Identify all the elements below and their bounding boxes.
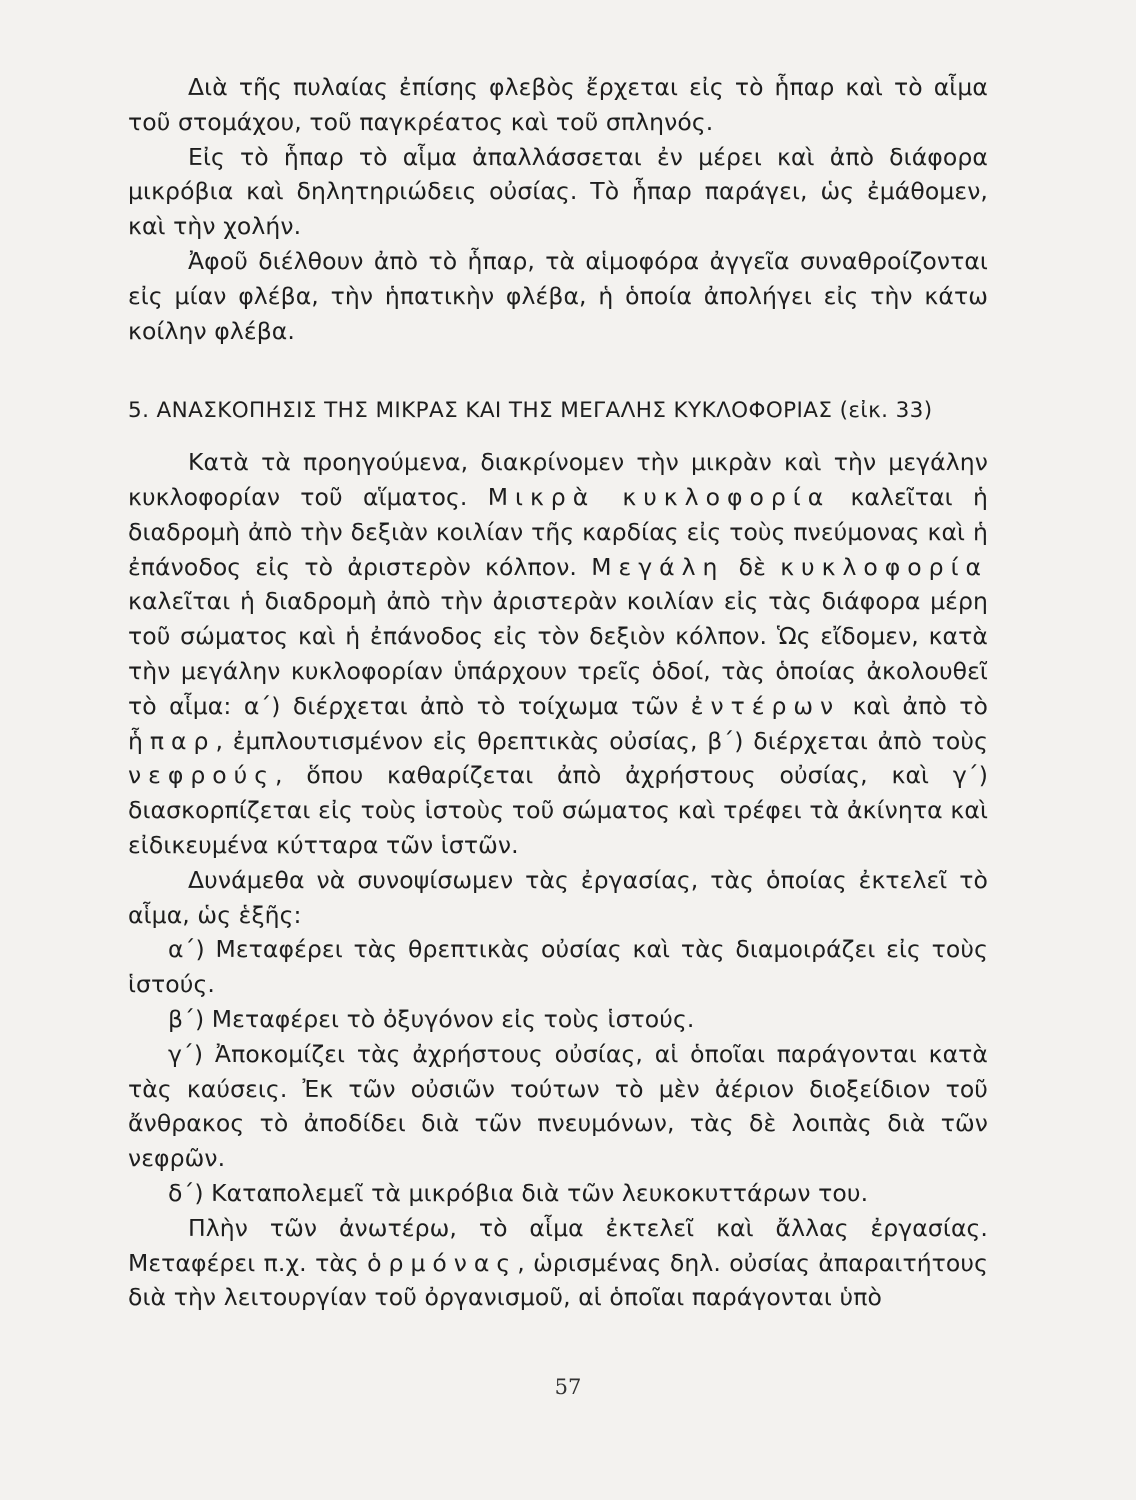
page-number: 57 — [554, 1375, 582, 1399]
text-run: καλεῖται ἡ διαδρομὴ ἀπὸ τὴν δεξιὰν κοιλίαν τῆς καρδίας εἰς τοὺς πνεύμονας καὶ ἡ ἐπάνοδος εἰς τὸ ἀριστερὸν κόλπον. — [128, 482, 988, 581]
text-run: δὲ — [724, 552, 781, 581]
term-liver: ἧπαρ — [128, 726, 216, 755]
term-large: Μεγάλη — [591, 552, 725, 581]
function-item: δ΄) Καταπολεμεῖ τὰ μικρόβια διὰ τῶν λευκοκυττάρων του. — [168, 1178, 869, 1207]
section-heading: 5. ΑΝΑΣΚΟΠΗΣΙΣ ΤΗΣ ΜΙΚΡΑΣ ΚΑΙ ΤΗΣ ΜΕΓΑΛΗΣ ΚΥΚΛΟΦΟΡΙΑΣ (εἰκ. 33) — [128, 398, 933, 424]
function-item: β΄) Μεταφέρει τὸ ὀξυγόνον εἰς τοὺς ἱστούς. — [168, 1004, 695, 1033]
paragraph-portal-vein: Διὰ τῆς πυλαίας ἐπίσης φλεβὸς ἔρχεται εἰς τὸ ἧπαρ καὶ τὸ αἷμα τοῦ στομάχου, τοῦ παγκρέατος καὶ τοῦ σπληνός. — [128, 73, 988, 136]
text-run: καλεῖται ἡ διαδρομὴ ἀπὸ τὴν ἀριστερὰν κοιλίαν εἰς τὰς διάφορα μέρη τοῦ σώματος καὶ ἡ ἐπάνοδος εἰς τὸν δεξιὸν κόλπον. Ὡς εἴδομεν, κατὰ τὴν μεγάλην κυκλοφορίαν ὑπάρχουν τρεῖς ὁδοί, τὰς ὁποίας ἀκολουθεῖ τὸ αἷμα: α΄) διέρχεται ἀπὸ τὸ τοίχωμα τῶν — [128, 587, 988, 720]
page-body-text — [128, 70, 988, 1315]
term-hormones: ὁρμόνας — [367, 1248, 518, 1277]
text-run: , ὡρισμένας δηλ. οὐσίας ἀπαραιτήτους διὰ τὴν λειτουργίαν τοῦ ὀργανισμοῦ, αἱ ὁποῖαι παράγονται ὑπὸ — [128, 1248, 989, 1312]
paragraph-functions-intro: Δυνάμεθα νὰ συνοψίσωμεν τὰς ἐργασίας, τὰς ὁποίας ἐκτελεῖ τὸ αἷμα, ὡς ἑξῆς: — [128, 865, 988, 929]
function-item: α΄) Μεταφέρει τὰς θρεπτικὰς οὐσίας καὶ τὰς διαμοιράζει εἰς τοὺς ἱστούς. — [128, 935, 988, 999]
text-run: Κατὰ τὰ προηγούμενα, διακρίνομεν τὴν μικρὰν καὶ τὴν μεγάλην κυκλοφορίαν τοῦ αἵματος. — [128, 448, 988, 511]
text-run: καὶ ἀπὸ τὸ — [840, 691, 988, 720]
paragraph-liver-cleansing: Εἰς τὸ ἧπαρ τὸ αἷμα ἀπαλλάσσεται ἐν μέρει καὶ ἀπὸ διάφορα μικρόβια καὶ δηλητηριώδεις οὐσίας. Τὸ ἧπαρ παράγει, ὡς ἐμάθομεν, καὶ τὴν χολήν. — [128, 142, 988, 241]
paragraph-other-functions — [128, 1211, 988, 1315]
term-kidneys: νεφρούς — [128, 761, 276, 790]
paragraph-hepatic-vein: Ἀφοῦ διέλθουν ἀπὸ τὸ ἧπαρ, τὰ αἱμοφόρα ἀγγεῖα συναθροίζονται εἰς μίαν φλέβα, τὴν ἡπατικὴν φλέβα, ἡ ὁποία ἀπολήγει εἰς τὴν κάτω κοίλην φλέβα. — [128, 246, 988, 345]
term-circulation: κυκλοφορία — [780, 552, 989, 581]
text-run: , ἐμπλουτισμένον εἰς θρεπτικὰς οὐσίας, β΄) διέρχεται ἀπὸ τοὺς — [215, 726, 988, 755]
text-run: , ὅπου καθαρίζεται ἀπὸ ἀχρήστους οὐσίας, καὶ γ΄) διασκορπίζεται εἰς τοὺς ἱστοὺς τοῦ σώματος καὶ τρέφει τὰ ἀκίνητα καὶ εἰδικευμένα κύτταρα τῶν ἱστῶν. — [128, 761, 988, 859]
term-intestines: ἐντέρων — [690, 691, 841, 720]
term-small-circulation: Μικρὰ κυκλοφορία — [487, 482, 831, 511]
paragraph-circulation-overview — [128, 445, 988, 863]
text-run: Πλὴν τῶν ἀνωτέρω, τὸ αἷμα ἐκτελεῖ καὶ ἄλλας ἐργασίας. Μεταφέρει π.χ. τὰς — [128, 1213, 988, 1277]
function-item: γ΄) Ἀποκομίζει τὰς ἀχρήστους οὐσίας, αἱ ὁποῖαι παράγονται κατὰ τὰς καύσεις. Ἐκ τῶν οὐσιῶν τούτων τὸ μὲν ἀέριον διοξείδιον τοῦ ἄνθρακος τὸ ἀποδίδει διὰ τῶν πνευμόνων, τὰς δὲ λοιπὰς διὰ τῶν νεφρῶν. — [128, 1039, 988, 1173]
